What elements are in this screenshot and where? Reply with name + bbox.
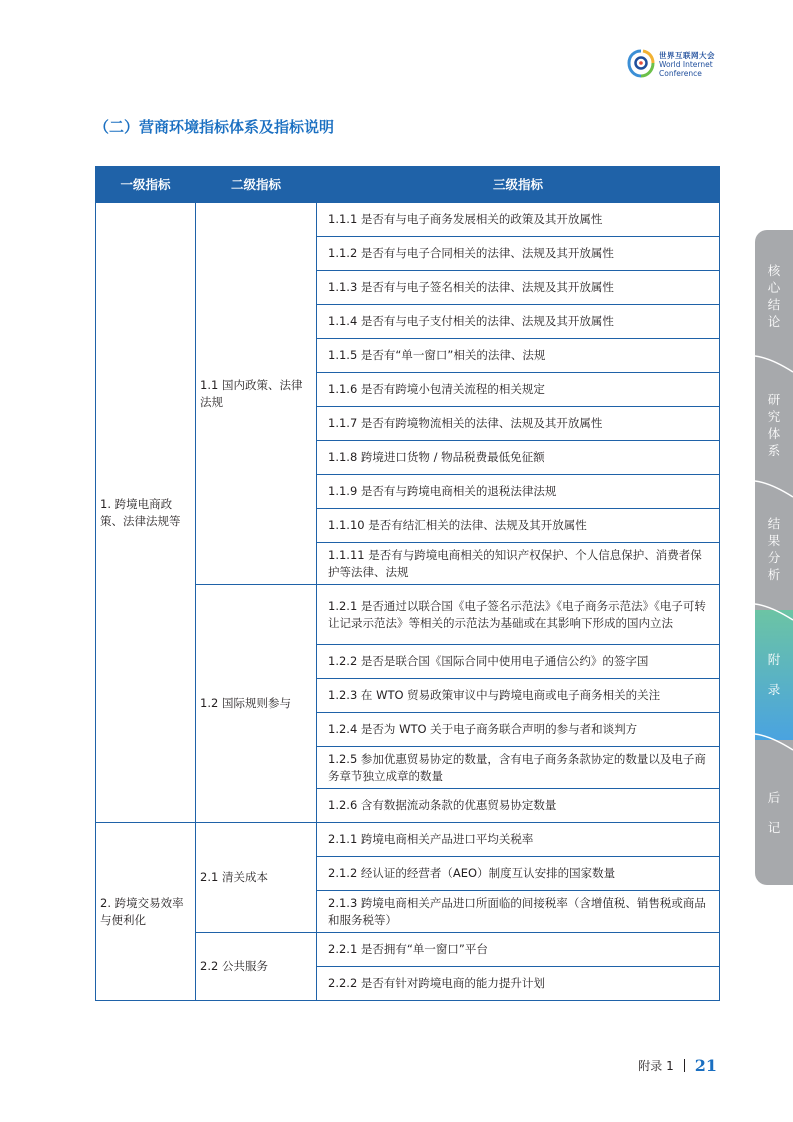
table-row	[96, 203, 720, 237]
level3-cell: 1.1.7 是否有跨境物流相关的法律、法规及其开放属性	[317, 407, 720, 441]
table-row	[96, 823, 720, 857]
header-level3: 三级指标	[317, 167, 720, 203]
level3-cell: 1.1.1 是否有与电子商务发展相关的政策及其开放属性	[317, 203, 720, 237]
level3-cell: 1.1.3 是否有与电子签名相关的法律、法规及其开放属性	[317, 271, 720, 305]
footer-section-label: 附录 1	[638, 1059, 674, 1073]
level3-cell: 2.1.1 跨境电商相关产品进口平均关税率	[317, 823, 720, 857]
tab-research-system[interactable]	[755, 362, 793, 487]
table-header-row	[96, 167, 720, 203]
level3-cell: 1.1.5 是否有“单一窗口”相关的法律、法规	[317, 339, 720, 373]
page-number: 21	[694, 1056, 717, 1075]
level3-cell: 1.2.6 含有数据流动条款的优惠贸易协定数量	[317, 789, 720, 823]
tab-afterword[interactable]	[755, 740, 793, 885]
page-footer	[638, 1056, 717, 1075]
header-level1: 一级指标	[96, 167, 196, 203]
level3-cell: 1.1.8 跨境进口货物 / 物品税费最低免征额	[317, 441, 720, 475]
footer-divider	[684, 1059, 685, 1072]
level3-cell: 2.2.2 是否有针对跨境电商的能力提升计划	[317, 967, 720, 1001]
level2-cell: 2.1 清关成本	[196, 823, 317, 933]
level3-cell: 1.1.2 是否有与电子合同相关的法律、法规及其开放属性	[317, 237, 720, 271]
indicator-table	[95, 166, 720, 1001]
tab-appendix[interactable]	[755, 610, 793, 740]
tab-label: 研究体系	[767, 391, 781, 458]
level3-cell: 1.1.4 是否有与电子支付相关的法律、法规及其开放属性	[317, 305, 720, 339]
level3-cell: 1.2.3 在 WTO 贸易政策审议中与跨境电商或电子商务相关的关注	[317, 679, 720, 713]
logo-zh: 世界互联网大会	[659, 51, 715, 60]
tab-label: 后记	[767, 789, 781, 835]
tab-core-conclusions[interactable]	[755, 230, 793, 362]
logo-en-2: Conference	[659, 69, 702, 78]
wic-logo-icon	[627, 48, 655, 80]
section-title: （二）营商环境指标体系及指标说明	[94, 118, 335, 136]
tab-label: 结果分析	[767, 515, 781, 582]
wic-logo	[627, 48, 727, 84]
level3-cell: 2.2.1 是否拥有“单一窗口”平台	[317, 933, 720, 967]
level3-cell: 1.2.4 是否为 WTO 关于电子商务联合声明的参与者和谈判方	[317, 713, 720, 747]
level3-cell: 2.1.2 经认证的经营者（AEO）制度互认安排的国家数量	[317, 857, 720, 891]
logo-en-1: World Internet	[659, 60, 713, 69]
tab-label: 核心结论	[767, 263, 781, 329]
level2-cell: 2.2 公共服务	[196, 933, 317, 1001]
level3-cell: 1.2.5 参加优惠贸易协定的数量，含有电子商务条款协定的数量以及电子商务章节独立成章的数量	[317, 747, 720, 789]
level2-cell: 1.1 国内政策、法律法规	[196, 203, 317, 585]
level3-cell: 1.2.1 是否通过以联合国《电子签名示范法》《电子商务示范法》《电子可转让记录示范法》等相关的示范法为基础或在其影响下形成的国内立法	[317, 585, 720, 645]
level3-cell: 2.1.3 跨境电商相关产品进口所面临的间接税率（含增值税、销售税或商品和服务税等）	[317, 891, 720, 933]
logo-text	[659, 51, 715, 78]
level3-cell: 1.1.9 是否有与跨境电商相关的退税法律法规	[317, 475, 720, 509]
tab-results-analysis[interactable]	[755, 487, 793, 610]
level3-cell: 1.1.10 是否有结汇相关的法律、法规及其开放属性	[317, 509, 720, 543]
level2-cell: 1.2 国际规则参与	[196, 585, 317, 823]
tab-label: 附录	[767, 652, 781, 697]
level3-cell: 1.2.2 是否是联合国《国际合同中使用电子通信公约》的签字国	[317, 645, 720, 679]
level3-cell: 1.1.6 是否有跨境小包清关流程的相关规定	[317, 373, 720, 407]
level1-cell: 1. 跨境电商政策、法律法规等	[96, 203, 196, 823]
side-tabs	[755, 230, 793, 885]
level1-cell: 2. 跨境交易效率与便利化	[96, 823, 196, 1001]
header-level2: 二级指标	[196, 167, 317, 203]
level3-cell: 1.1.11 是否有与跨境电商相关的知识产权保护、个人信息保护、消费者保护等法律、法规	[317, 543, 720, 585]
